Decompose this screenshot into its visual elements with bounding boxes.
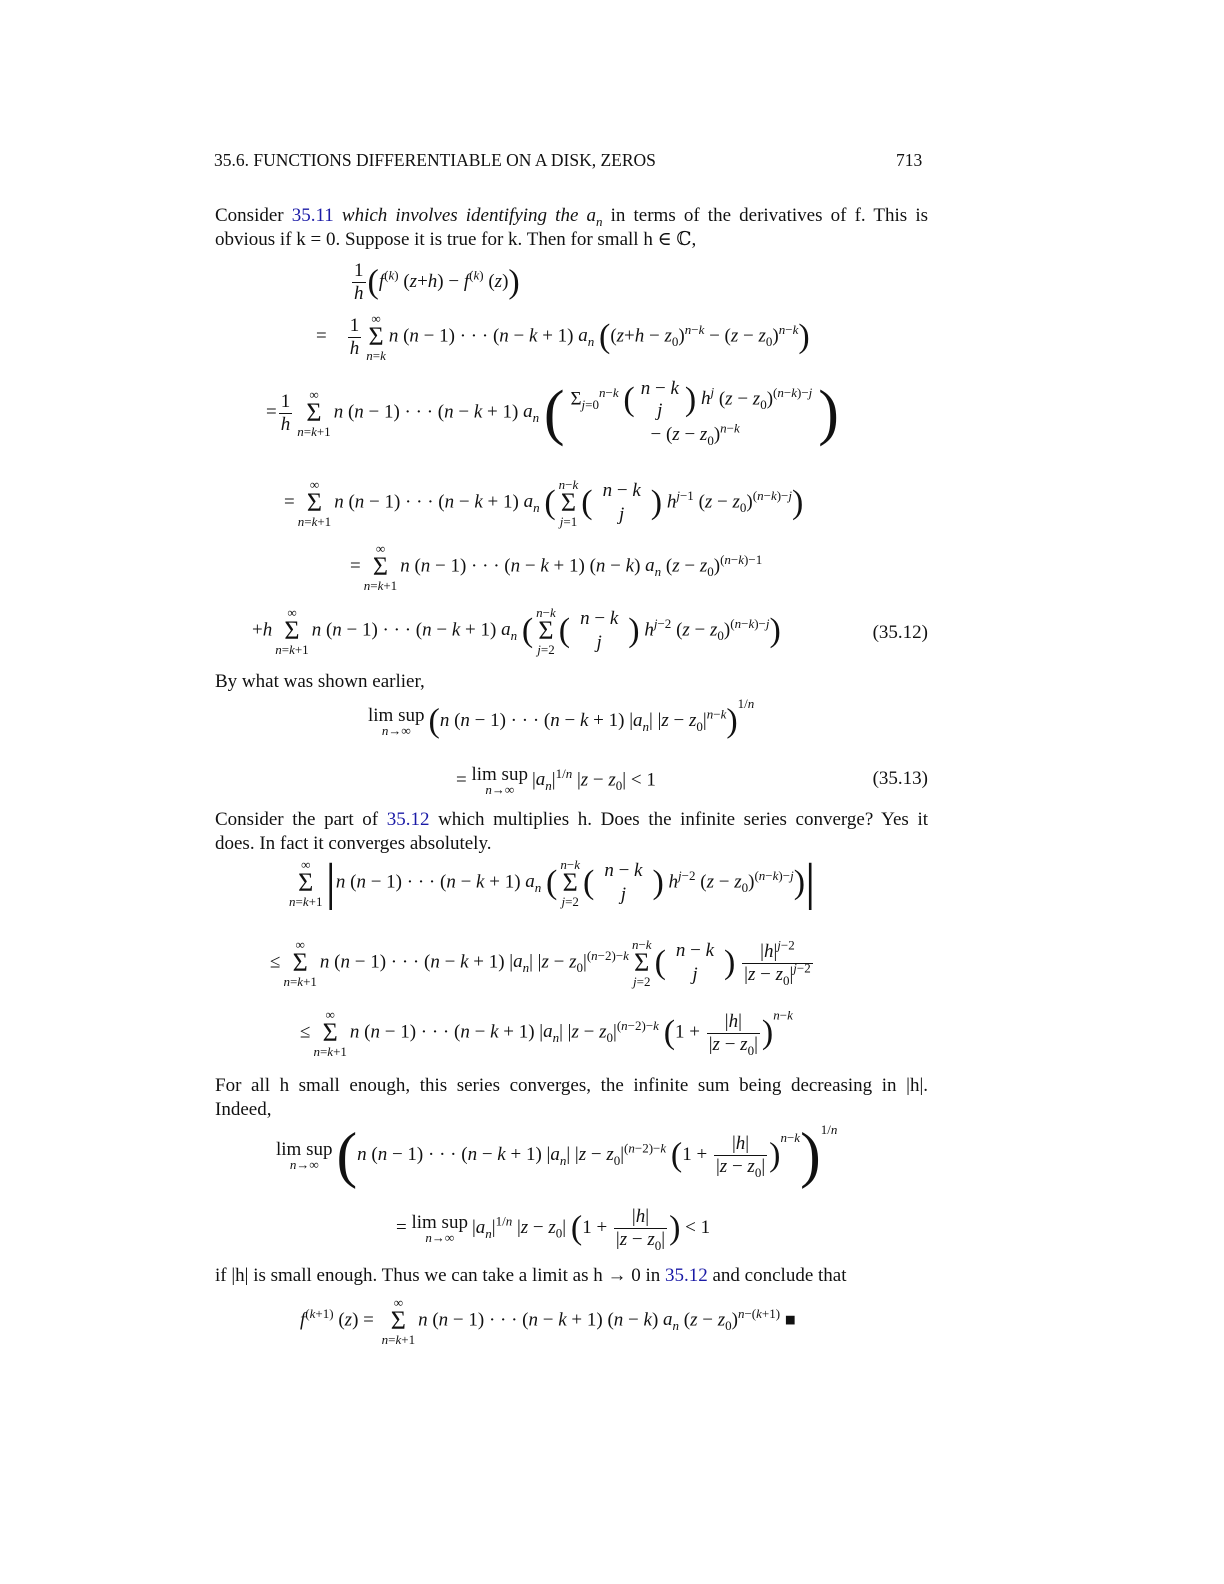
- derivation-line-1: $\frac{1}{h}$ ($f^{(k)}$ $(z+h) - f^{(k)}$ (z)): [354, 260, 520, 304]
- indeed-line-2: = lim sup n→∞ $|a_n|^{1/n}$ $|z - z_0|$ (1 + $\frac{|h|}{|z - z_0|}$ ) < 1: [396, 1206, 711, 1253]
- abs-line-1: ∞ Σ n=k+1 |n (n − 1) · · · (n − k + 1) $a_n$ ( n−k Σ j=2 ( n − k j ) $h^{j-2}$ $(z - z_0)^{(n-k)-j})|$: [289, 854, 816, 911]
- limsup-line-1: lim sup n→∞ (n (n − 1) · · · (n − k + 1) $|a_n|$ $|z - z_0|^{n-k})^{1/n}$: [368, 696, 755, 740]
- derivation-line-4: = ∞ Σ n=k+1 n (n − 1) · · · (n − k + 1) $a_n$ ( n−k Σ j=1 ( n − k j ) $h^{j-1}$ $(z - z_0)^{(n-k)-j}$): [284, 477, 804, 529]
- final-equation: $f^{(k+1)}$ (z) = ∞ Σ n=k+1 n (n − 1) · · · (n − k + 1) (n − k) $a_n$ $(z - z_0)^{n-(k+1)}$ ■: [300, 1295, 796, 1347]
- derivation-line-5: = ∞ Σ n=k+1 n (n − 1) · · · (n − k + 1) (n − k) $a_n$ $(z - z_0)^{(n-k)-1}$: [350, 541, 763, 593]
- abs-line-2: ≤ ∞ Σ n=k+1 n (n − 1) · · · (n − k + 1) $|a_n|$ $|z - z_0|^{(n-2)-k}$ n−k Σ j=2 ( n − k j ) $\frac{|h|^{j-2}}{|z - z_0|^{j-2}}$: [270, 937, 811, 989]
- derivation-line-3: = $\frac{1}{h}$ ∞ Σ n=k+1 n (n − 1) · · · (n − k + 1) $a_n$ ( $\Sigma_{j=0}^{n-k}$ ( n − k j ) $h^j$ $(z - z_0)^{(n-k)-j}$ − $(z - z_0)^{n-k}$ ): [266, 378, 839, 448]
- derivation-line-6: +h ∞ Σ n=k+1 n (n − 1) · · · (n − k + 1) $a_n$ ( n−k Σ j=2 ( n − k j ) $h^{j-2}$ $(z - z_0)^{(n-k)-j}$): [252, 605, 781, 657]
- indeed-line-1: lim sup n→∞ (n (n − 1) · · · (n − k + 1) $|a_n|$ $|z - z_0|^{(n-2)-k}$ (1 + $\frac{|h|}{|z - z_0|}$ )$^{n-k}$)$^{1/n}$: [276, 1121, 838, 1190]
- page-number: 713: [896, 150, 923, 170]
- equation-link-35-12[interactable]: 35.12: [386, 809, 430, 830]
- limsup-line-2: = lim sup n→∞ $|a_n|^{1/n}$ $|z - z_0| < 1$: [456, 764, 656, 797]
- qed-square-icon: ■: [784, 1309, 796, 1330]
- running-header: [214, 150, 656, 171]
- equation-link-35-11[interactable]: 35.11: [291, 205, 334, 226]
- equation-number-35-13: (35.13): [872, 768, 928, 789]
- equation-link-35-12-second[interactable]: 35.12: [665, 1265, 708, 1286]
- paragraph-3: Consider the part of 35.12 which multiplies h. Does the infinite series converge? Yes it does. In fact it converges absolutely.: [215, 809, 929, 854]
- paragraph-1: Consider 35.11 which involves identifying the $a_n$ in terms of the derivatives of f. This is obvious if k = 0. Suppose it is true for k. Then for small h ∈ ℂ,: [215, 205, 928, 250]
- paragraph-5: if |h| is small enough. Thus we can take a limit as h → 0 in 35.12 and conclude that: [215, 1265, 847, 1286]
- paragraph-4: For all h small enough, this series converges, the infinite sum being decreasing in |h|. Indeed,: [215, 1075, 928, 1120]
- derivation-line-2: = $\frac{1}{h}$ ∞ Σ n=k n (n − 1) · · · (n − k + 1) $a_n$ $((z+h - z_0)^{n-k} - (z - z_0)^{n-k})$: [316, 311, 810, 363]
- equation-number-35-12: (35.12): [872, 622, 928, 643]
- paragraph-2: By what was shown earlier,: [215, 671, 425, 692]
- abs-line-3: ≤ ∞ Σ n=k+1 n (n − 1) · · · (n − k + 1) $|a_n|$ $|z - z_0|^{(n-2)-k}$ (1 + $\frac{|h|}{|z - z_0|}$ )$^{n-k}$: [300, 1007, 793, 1059]
- section-title: 35.6. FUNCTIONS DIFFERENTIABLE ON A DISK, ZEROS: [214, 150, 656, 170]
